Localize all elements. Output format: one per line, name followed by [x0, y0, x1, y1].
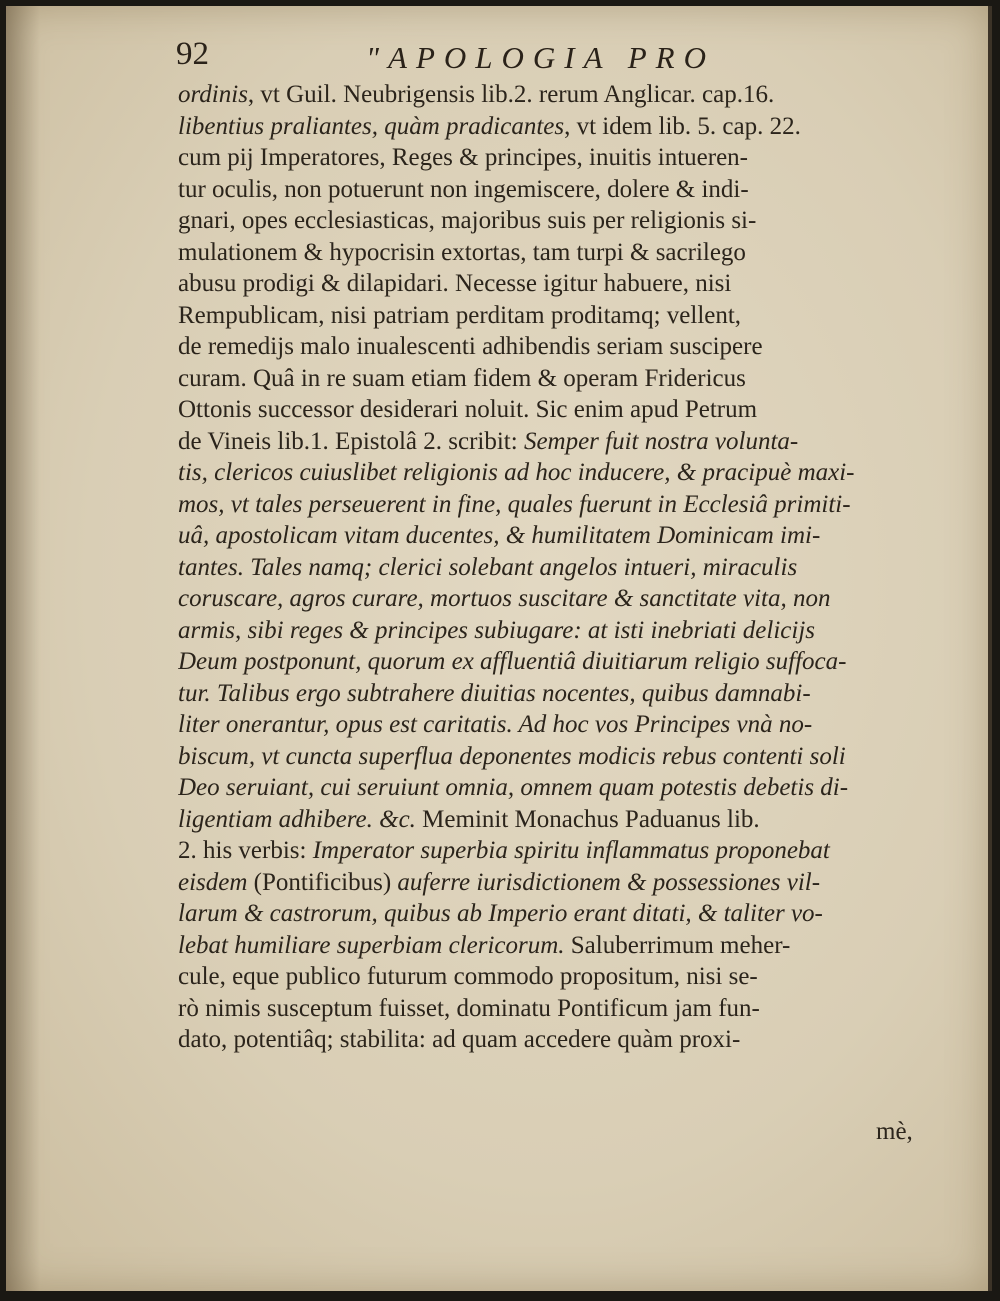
text-line	[178, 867, 918, 899]
text-line	[178, 930, 918, 962]
text-line	[178, 583, 918, 615]
text-line	[178, 363, 918, 395]
roman-run: de remedijs malo inualescenti adhibendis seriam suscipere	[178, 333, 763, 360]
body-text	[178, 79, 918, 1056]
roman-run: gnari, opes ecclesiasticas, majoribus suis per religionis si-	[178, 207, 757, 234]
text-line	[178, 772, 918, 804]
italic-run: eisdem	[178, 868, 248, 896]
text-line	[178, 898, 918, 930]
italic-run: libentius praliantes, quàm pradicantes	[178, 112, 565, 140]
text-line	[178, 237, 918, 269]
page-header	[176, 34, 896, 82]
text-line	[178, 646, 918, 678]
italic-run: Deo seruiant, cui seruiunt omnia, omnem quam potestis debetis di-	[178, 774, 849, 801]
italic-run: larum & castrorum, quibus ab Imperio erant ditati, & taliter vo-	[178, 900, 823, 927]
roman-run: (Pontificibus)	[247, 868, 398, 896]
roman-run: cule, eque publico futurum commodo propositum, nisi se-	[178, 963, 758, 990]
roman-run: , vt idem lib. 5. cap. 22.	[564, 112, 801, 140]
italic-run: uâ, apostolicam vitam ducentes, & humilitatem Dominicam imi-	[178, 522, 821, 549]
italic-run: lebat humiliare superbiam clericorum.	[178, 931, 565, 959]
italic-run: armis, sibi reges & principes subiugare: at isti inebriati delicijs	[178, 616, 816, 644]
italic-run: liter onerantur, opus est caritatis. Ad hoc vos Principes vnà no-	[178, 711, 813, 738]
text-line	[178, 111, 918, 143]
text-line	[178, 835, 918, 867]
text-line	[178, 268, 918, 300]
text-line	[178, 489, 918, 521]
text-line	[178, 961, 918, 993]
text-line	[178, 142, 918, 174]
catchword: mè,	[876, 1118, 913, 1145]
italic-run: Deum postponunt, quorum ex affluentiâ diuitiarum religio suffoca-	[178, 648, 847, 675]
text-line	[178, 741, 918, 773]
text-line	[178, 457, 918, 489]
page-gutter-shadow	[6, 6, 40, 1291]
text-line	[178, 615, 918, 647]
text-line	[178, 709, 918, 741]
roman-run: curam. Quâ in re suam etiam fidem & operam Fridericus	[178, 364, 746, 392]
text-line	[178, 804, 918, 836]
text-line	[178, 552, 918, 584]
italic-run: ordinis	[178, 81, 248, 108]
italic-run: coruscare, agros curare, mortuos suscitare & sanctitate vita, non	[178, 585, 831, 612]
roman-run: Rempublicam, nisi patriam perditam proditamq; vellent,	[178, 301, 742, 329]
italic-run: auferre iurisdictionem & possessiones vil-	[397, 868, 821, 896]
roman-run: Saluberrimum meher-	[564, 931, 791, 959]
roman-run: rò nimis susceptum fuisset, dominatu Pontificum jam fun-	[178, 994, 760, 1022]
roman-run: cum pij Imperatores, Reges & principes, inuitis intueren-	[178, 144, 748, 171]
italic-run: ligentiam adhibere. &c.	[178, 805, 416, 833]
roman-run: mulationem & hypocrisin extortas, tam turpi & sacrilego	[178, 238, 746, 266]
text-line	[178, 426, 918, 458]
text-line	[178, 300, 918, 332]
roman-run: , vt Guil. Neubrigensis lib.2. rerum Anglicar. cap.16.	[247, 81, 775, 108]
italic-run: Imperator superbia spiritu inflammatus proponebat	[312, 837, 830, 864]
text-line	[178, 79, 918, 111]
book-page	[6, 6, 992, 1291]
text-line	[178, 1024, 918, 1056]
roman-run: tur oculis, non potuerunt non ingemiscere, dolere & indi-	[178, 175, 749, 203]
italic-run: tur. Talibus ergo subtrahere diuitias nocentes, quibus damnabi-	[178, 679, 811, 707]
page-number: 92	[176, 36, 209, 72]
roman-run: dato, potentiâq; stabilita: ad quam accedere quàm proxi-	[178, 1026, 741, 1053]
italic-run: Semper fuit nostra volunta-	[523, 427, 799, 455]
italic-run: biscum, vt cuncta superflua deponentes modicis rebus contenti soli	[178, 742, 846, 770]
running-title: "APOLOGIA PRO	[366, 40, 716, 75]
text-line	[178, 394, 918, 426]
roman-run: Meminit Monachus Paduanus lib.	[415, 805, 760, 833]
text-line	[178, 993, 918, 1025]
italic-run: tis, clericos cuiuslibet religionis ad hoc inducere, & pracipuè maxi-	[178, 459, 855, 486]
roman-run: Ottonis successor desiderari noluit. Sic enim apud Petrum	[178, 396, 758, 423]
text-line	[178, 174, 918, 206]
text-line	[178, 205, 918, 237]
roman-run: 2. his verbis:	[178, 837, 313, 864]
text-line	[178, 331, 918, 363]
text-line	[178, 520, 918, 552]
roman-run: de Vineis lib.1. Epistolâ 2. scribit:	[178, 427, 524, 455]
italic-run: tantes. Tales namq; clerici solebant angelos intueri, miraculis	[178, 553, 798, 581]
italic-run: mos, vt tales perseuerent in fine, quales fuerunt in Ecclesiâ primiti-	[178, 490, 851, 518]
text-line	[178, 678, 918, 710]
roman-run: abusu prodigi & dilapidari. Necesse igitur habuere, nisi	[178, 270, 732, 297]
